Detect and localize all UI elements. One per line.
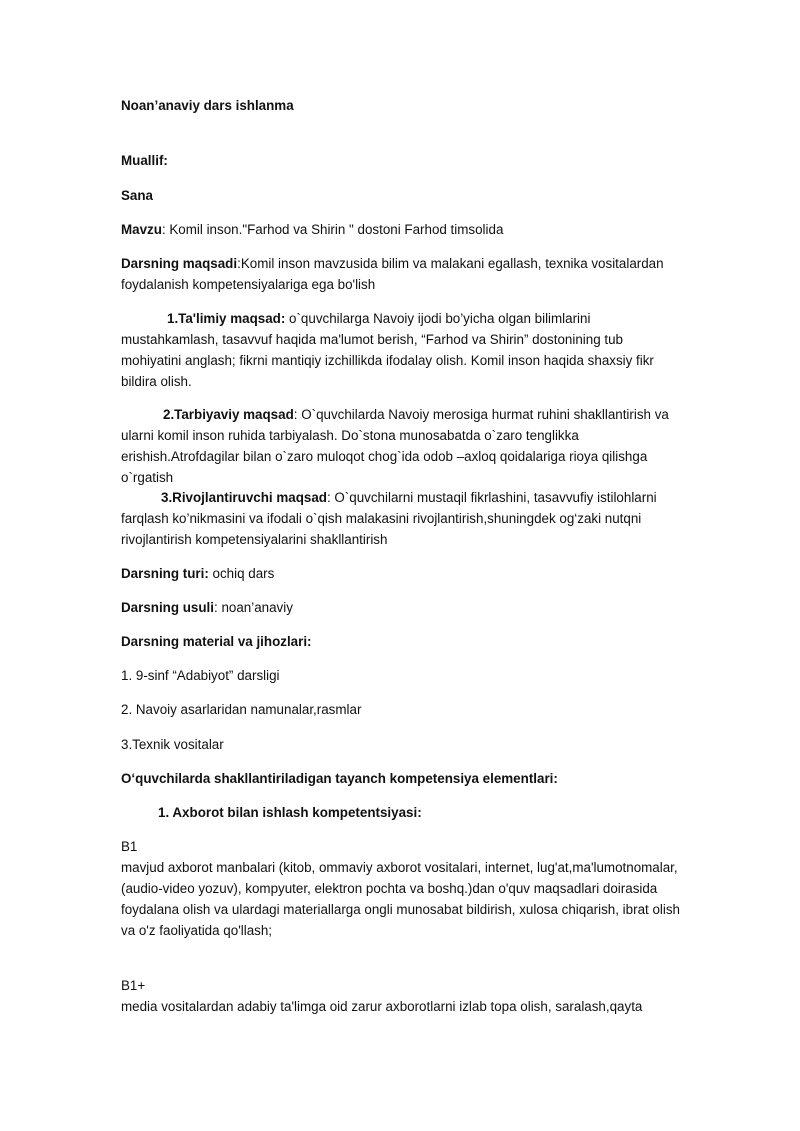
level-description: mavjud axborot manbalari (kitob, ommaviy axborot vositalari, internet, lug'at,ma'lumotnomalar, (audio-video yozuv), kompyuter, elektron pochta va boshq.)dan o'quv maqsadlari doirasida foydalana olish va ulardagi materiallarga ongli munosabat bildirish, xulosa chiqarish, ibrat olish va o'z faoliyatida qo'llash; bbox=[121, 860, 680, 938]
competency-subheading: 1. Axborot bilan ishlash kompetentsiyasi: bbox=[158, 805, 422, 820]
author-line: Muallif: bbox=[121, 153, 168, 168]
upbringing-goal: 2.Tarbiyaviy maqsad: O`quvchilarda Navoiy merosiga hurmat ruhini shakllantirish va ularni komil inson ruhida tarbiyalash. Do`stona munosabatda o`zaro tenglikka erishish.Atrofdagilar bilan o`zaro muloqot chog`ida odob –axloq qoidalariga rioya qilishga o`rgatish bbox=[121, 407, 669, 485]
lesson-goal: Darsning maqsadi:Komil inson mavzusida bilim va malakani egallash, texnika vositalardan foydalanish kompetensiyalariga ega bo'lish bbox=[121, 256, 664, 292]
lesson-type: Darsning turi: ochiq dars bbox=[121, 566, 275, 581]
educational-goal: 1.Ta'limiy maqsad: o`quvchilarga Navoiy ijodi bo’yicha olgan bilimlarini mustahkamlash, tasavvuf haqida ma'lumot berish, “Farhod va Shirin” dostonining tub mohiyatini anglash; fikrni mantiqiy izchillikda ifodalay olish. Komil inson haqida shaxsiy fikr bildira olish. bbox=[121, 311, 654, 389]
competency-heading: O‘quvchilarda shakllantiriladigan tayanch kompetensiya elementlari: bbox=[121, 771, 558, 786]
level-description: media vositalardan adabiy ta'limga oid zarur axborotlarni izlab topa olish, saralash,qayta bbox=[121, 999, 643, 1014]
level-code: B1+ bbox=[121, 978, 146, 993]
developmental-goal: 3.Rivojlantiruvchi maqsad: O`quvchilarni mustaqil fikrlashini, tasavvufiy istilohlarni farqlash ko’nikmasini va ifodali o`qish malakasini rivojlantirish,shuningdek og‘zaki nutqni rivojlantirish kompetensiyalarini shakllantirish bbox=[121, 490, 657, 547]
material-item: 1. 9-sinf “Adabiyot” darsligi bbox=[121, 668, 280, 683]
materials-heading: Darsning material va jihozlari: bbox=[121, 634, 312, 649]
date-line: Sana bbox=[121, 188, 154, 203]
topic-line: Mavzu: Komil inson."Farhod va Shirin " dostoni Farhod timsolida bbox=[121, 222, 504, 237]
material-item: 3.Texnik vositalar bbox=[121, 737, 224, 752]
material-item: 2. Navoiy asarlaridan namunalar,rasmlar bbox=[121, 702, 362, 717]
level-code: B1 bbox=[121, 839, 138, 854]
document-title: Noan’anaviy dars ishlanma bbox=[121, 98, 294, 113]
lesson-method: Darsning usuli: noan’anaviy bbox=[121, 600, 293, 615]
